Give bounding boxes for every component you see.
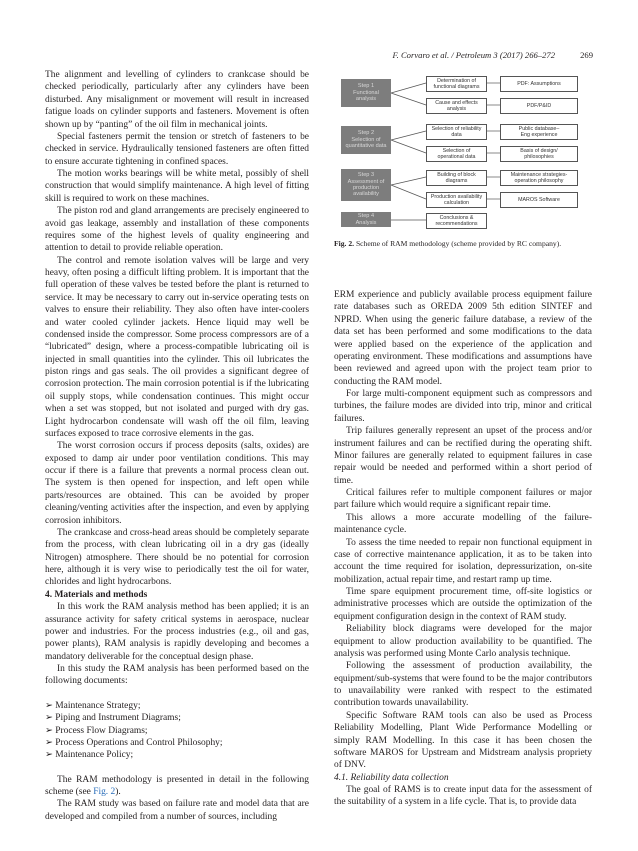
step-2-box (341, 126, 391, 154)
paragraph: Time spare equipment procurement time, off-site logistics or administrative processes which are outside the optimization of the equipment configuration design in the context of RAM study. (334, 587, 592, 622)
document-list (45, 700, 309, 762)
list-item: ➢ Maintenance Policy; (45, 750, 134, 761)
paragraph: Trip failures generally represent an upset of the process and/or instrument failures and can be rectified during the operating shift. Minor failures are generally related to equipment failures in case repair would be needed and performed within a short period of time. (334, 426, 592, 486)
source-box (500, 170, 578, 186)
source-box (500, 146, 578, 162)
box-label: Selection of operational data (437, 147, 476, 160)
process-box (426, 76, 487, 92)
process-box (426, 146, 487, 162)
step-label: Step 2 Selection of quantitative data (345, 130, 387, 150)
page-number: 269 (580, 50, 593, 60)
paragraph: ERM experience and publicly available process equipment failure rate databases such as OREDA 2009 5th edition SINTEF and NPRD. When using the generic failure database, a review of the data set has been performed and some modifications to the data were applied based on the experience of the application and operating environment. These modifications and assumptions have been reviewed and agreed upon with the project team prior to conducting the RAM model. (334, 290, 592, 387)
paragraph: The goal of RAMS is to create input data for the assessment of the suitability of a system in a life cycle. That is, to provide data (334, 785, 592, 808)
paragraph: Specific Software RAM tools can also be used as Process Reliability Modelling, Plant Wide Performance Modelling or simply RAM Modelling. In this case it has been chosen the software MAROS for Upstream and Midstream analysis propriety of DNV. (334, 710, 592, 771)
box-label: Basis of design/ philosophies (520, 147, 558, 160)
process-box (426, 170, 487, 186)
box-label: Conclusions & recommendations (435, 214, 478, 227)
paragraph: In this study the RAM analysis has been performed based on the following documents: (45, 664, 309, 687)
box-label: Public database– Eng experience (518, 125, 560, 138)
paragraph: In this work the RAM analysis method has been applied; it is an assurance activity for safety critical systems in aerospace, nuclear power and industries. For the process industries (e.g., oil and gas, power plants), RAM analysis is rapidly developing and becomes a mandatory deliverable for the conceptual design phase. (45, 602, 309, 662)
source-box (500, 124, 578, 140)
paragraph: Following the assessment of production availability, the equipment/sub-systems that were found to be the major contributors to unavailability were ranked with respect to the estimated contribution towards unavailability. (334, 661, 592, 709)
paragraph: The crankcase and cross-head areas should be completely separate from the process, with clean lubricating oil in a dry gas (ideally Nitrogen) atmosphere. There should be no potential for corrosion here, although it is very wise to periodically test the oil for water, chlorides and light hydrocarbons. (45, 527, 309, 588)
process-box (426, 98, 487, 114)
caption-text: Scheme of RAM methodology (scheme provided by RC company). (354, 239, 562, 248)
caption-label: Fig. 2. (334, 239, 355, 248)
source-box (500, 76, 578, 92)
paragraph: For large multi-component equipment such as compressors and turbines, the failure modes are divided into trip, minor and critical failures. (334, 389, 592, 424)
paragraph: Critical failures refer to multiple component failures or major part failure which would require a significant repair time. (334, 488, 592, 511)
process-box (426, 213, 487, 229)
box-label: Determination of functional diagrams (433, 77, 480, 90)
box-label: Selection of reliability data (431, 125, 482, 138)
paragraph: Reliability block diagrams were developed for the major equipment to allow production availability to be quantified. The analysis was performed using Monte Carlo analysis technique. (334, 624, 592, 659)
list-item: ➢ Piping and Instrument Diagrams; (45, 713, 181, 724)
step-label: Step 1 Functional analysis (353, 83, 379, 103)
text-span: The RAM methodology is presented in detail in the following scheme (see (45, 774, 309, 797)
ram-methodology-diagram (334, 69, 592, 227)
list-item: ➢ Process Flow Diagrams; (45, 725, 148, 736)
box-label: Maintenance strategies- operation philosophy (510, 171, 568, 184)
paragraph: To assess the time needed to repair non functional equipment in case of corrective maintenance application, it as to be taken into account the time required for isolation, depressurization, on-site mobilization, actual repair time, and restart ramp up time. (334, 537, 592, 585)
box-label: PDF/P&ID (526, 102, 552, 109)
text-span: ). (115, 787, 121, 797)
box-label: Production availability calculation (430, 193, 483, 206)
list-item: ➢ Process Operations and Control Philosophy; (45, 737, 223, 748)
section-heading: 4. Materials and methods (45, 589, 148, 600)
paragraph: The worst corrosion occurs if process deposits (salts, oxides) are exposed to damp air under poor ventilation conditions. This may occur if there is a failure that prevents a normal process clean out. The system is then opened for inspection, and left open while parts/resources are obtained. This can be avoided by proper cleaning/venting activities after the inspection, and even by applying corrosion inhibitors. (45, 441, 309, 526)
box-label: Cause and effects analysis (435, 99, 478, 112)
journal-reference: F. Corvaro et al. / Petroleum 3 (2017) 266–272 (392, 50, 555, 60)
figure-link[interactable]: Fig. 2 (93, 787, 116, 797)
step-1-box (341, 79, 391, 107)
step-label: Step 4 Analysis (355, 213, 377, 226)
figure-caption (334, 239, 592, 248)
paragraph: The control and remote isolation valves will be large and very heavy, often posing a difficult lifting problem. It is important that the full operation of these valves be tested before the plant is returned to service. It may be necessary to carry out in-service operating tests on valves to ensure their reliability. They also often have inter-coolers and water cooled cylinder jackets. Hence liquid may well be condensed inside the compressor. Some process compressors are of a “lubricated” design, where a process-compatible lubricating oil is injected in small quantities into the cylinder. This oil lubricates the piston rings and gas seals. The oil provides a significant degree of corrosion protection. The main corrosion potential is if the lubricating oil supply stops, while condensation continues. This might occur when a set was stopped, but not isolated and purged with dry gas. Light hydrocarbon condensate will wash off the oil film, leaving surfaces exposed to trace corrosive elements in the gas. (45, 255, 310, 439)
step-label: Step 3 Assessment of production availability (347, 172, 385, 198)
paragraph: Special fasteners permit the tension or stretch of fasteners to be checked in service. Hydraulically tensioned fasteners are often fitted to ensure accurate tightening in confined spaces. (45, 131, 309, 167)
process-box (426, 192, 487, 208)
step-4-box (341, 212, 391, 227)
list-item: ➢ Maintenance Strategy; (45, 700, 141, 711)
source-box (500, 192, 578, 208)
source-box (500, 98, 578, 114)
paragraph: The RAM study was based on failure rate and model data that are developed and compiled from a number of sources, including (45, 799, 309, 822)
paragraph: This allows a more accurate modelling of the failure-maintenance cycle. (334, 512, 592, 536)
box-label: PDF: Assumptions (517, 80, 561, 87)
subsection-heading: 4.1. Reliability data collection (334, 772, 449, 783)
paragraph (45, 774, 309, 799)
step-3-box (341, 169, 391, 201)
paragraph: The alignment and levelling of cylinders to crankcase should be checked periodically, particularly after any cylinders have been disturbed. Any misalignment or movement will result in increased fatigue loads on cylinder supports and fasteners. Movement is often shown up by “panting” of the oil film in mechanical joints. (45, 70, 309, 130)
left-column (45, 69, 309, 823)
box-label: MAROS Software (518, 196, 560, 203)
paragraph: The motion works bearings will be white metal, possibly of shell construction that would simplify maintenance. A high level of fitting skill is required to work on these machines. (45, 169, 309, 204)
process-box (426, 124, 487, 140)
paragraph: The piston rod and gland arrangements are precisely engineered to avoid gas leakage, assembly and installation of these components requires some of the highest levels of quality engineering and attention to detail to provide reliable operation. (45, 206, 309, 254)
right-column (334, 289, 592, 809)
box-label: Building of block diagrams (437, 171, 476, 184)
